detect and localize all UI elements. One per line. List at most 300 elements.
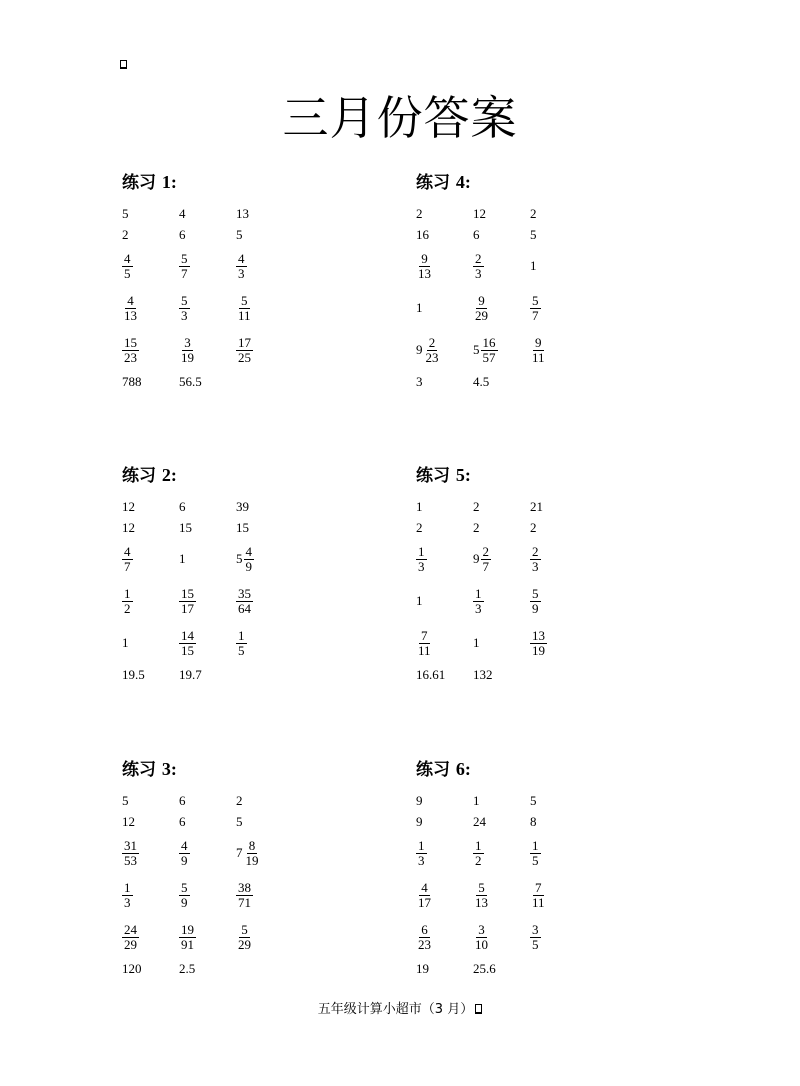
answer-value: 21 xyxy=(530,499,543,514)
answer-cell xyxy=(236,916,253,958)
answer-cell xyxy=(179,517,192,538)
answer-value: 1 xyxy=(179,551,186,566)
answer-value: 56.5 xyxy=(179,374,202,389)
denominator: 3 xyxy=(532,558,539,574)
mixed-whole: 5 xyxy=(236,551,243,566)
fraction xyxy=(416,252,433,281)
answer-value: 1 xyxy=(416,593,423,608)
page-title: 三月份答案 xyxy=(282,91,518,145)
answer-value: 12 xyxy=(122,499,135,514)
fraction xyxy=(530,839,541,868)
answer-cell xyxy=(416,329,441,371)
answer-cell xyxy=(530,790,537,811)
exercise-section-3 xyxy=(122,758,322,979)
numerator: 1 xyxy=(475,585,482,601)
answer-row xyxy=(416,371,616,392)
answer-value: 132 xyxy=(473,667,493,682)
answer-cell xyxy=(416,790,423,811)
exercise-number: 3: xyxy=(161,759,177,779)
answer-row xyxy=(122,538,322,580)
answer-row xyxy=(122,496,322,517)
answer-cell xyxy=(416,958,429,979)
answer-value: 5 xyxy=(530,227,537,242)
footer-text: 五年级计算小超市（3 月） xyxy=(317,1002,474,1017)
denominator: 7 xyxy=(181,265,188,281)
answer-value: 1 xyxy=(473,793,480,808)
answer-cell xyxy=(122,517,135,538)
denominator: 3 xyxy=(475,265,482,281)
denominator: 23 xyxy=(418,936,431,952)
answer-cell xyxy=(236,790,243,811)
denominator: 7 xyxy=(482,558,489,574)
fraction xyxy=(530,545,541,574)
answer-cell xyxy=(122,958,142,979)
numerator: 4 xyxy=(124,543,131,559)
numerator: 1 xyxy=(418,543,425,559)
numerator: 24 xyxy=(124,921,137,937)
answer-row xyxy=(416,329,616,371)
answer-value: 16 xyxy=(416,227,429,242)
denominator: 23 xyxy=(124,349,137,365)
fraction xyxy=(244,545,255,574)
answer-row xyxy=(416,811,616,832)
numerator: 4 xyxy=(127,292,134,308)
answer-value: 2 xyxy=(530,520,537,535)
answer-row xyxy=(416,287,616,329)
answer-cell xyxy=(416,224,429,245)
answer-cell xyxy=(416,245,433,287)
numerator: 2 xyxy=(482,543,489,559)
answer-cell xyxy=(236,245,247,287)
answer-value: 1 xyxy=(416,300,423,315)
answer-cell xyxy=(236,224,243,245)
fraction xyxy=(122,923,139,952)
exercise-title xyxy=(416,464,616,487)
numerator: 6 xyxy=(421,921,428,937)
answer-row xyxy=(416,874,616,916)
exercise-section-6 xyxy=(416,758,616,979)
denominator: 11 xyxy=(238,307,251,323)
answer-cell xyxy=(122,538,133,580)
answer-value: 15 xyxy=(179,520,192,535)
answer-row xyxy=(416,664,616,685)
fraction xyxy=(179,252,190,281)
answer-cell xyxy=(416,517,423,538)
answer-value: 788 xyxy=(122,374,142,389)
fraction xyxy=(236,881,253,910)
corner-mark-icon xyxy=(120,60,127,69)
answer-value: 12 xyxy=(122,520,135,535)
answer-cell xyxy=(236,538,254,580)
fraction xyxy=(473,923,490,952)
exercise-section-5 xyxy=(416,464,616,685)
fraction xyxy=(122,587,133,616)
answer-cell xyxy=(236,811,243,832)
numerator: 2 xyxy=(475,250,482,266)
denominator: 5 xyxy=(238,642,245,658)
mixed-whole: 9 xyxy=(416,342,423,357)
answer-cell xyxy=(473,622,480,664)
answer-cell xyxy=(179,245,190,287)
answer-row xyxy=(416,580,616,622)
answer-row xyxy=(416,517,616,538)
numerator: 4 xyxy=(181,837,188,853)
answer-row xyxy=(122,664,322,685)
numerator: 5 xyxy=(181,292,188,308)
fraction xyxy=(122,336,139,365)
answer-row xyxy=(416,224,616,245)
answer-cell xyxy=(122,580,133,622)
answer-value: 6 xyxy=(179,227,186,242)
answer-cell xyxy=(179,538,186,580)
numerator: 1 xyxy=(532,837,539,853)
fraction xyxy=(530,881,547,910)
answer-row xyxy=(122,916,322,958)
answer-value: 12 xyxy=(473,206,486,221)
exercise-title xyxy=(416,171,616,194)
numerator: 35 xyxy=(238,585,251,601)
denominator: 29 xyxy=(124,936,137,952)
denominator: 13 xyxy=(418,265,431,281)
answer-grid xyxy=(122,203,322,392)
answer-row xyxy=(416,245,616,287)
numerator: 15 xyxy=(124,334,137,350)
denominator: 17 xyxy=(418,894,431,910)
fraction xyxy=(179,839,190,868)
answer-cell xyxy=(416,811,423,832)
answer-cell xyxy=(416,203,423,224)
answer-value: 5 xyxy=(122,793,129,808)
numerator: 2 xyxy=(428,334,436,350)
fraction xyxy=(122,839,139,868)
answer-cell xyxy=(473,496,480,517)
answer-row xyxy=(416,790,616,811)
answer-cell xyxy=(530,916,541,958)
answer-value: 2 xyxy=(416,206,423,221)
answer-cell xyxy=(179,664,202,685)
denominator: 71 xyxy=(238,894,251,910)
answer-row xyxy=(122,517,322,538)
denominator: 3 xyxy=(124,894,131,910)
answer-row xyxy=(122,874,322,916)
mixed-whole: 9 xyxy=(473,551,480,566)
answer-cell xyxy=(473,874,490,916)
numerator: 5 xyxy=(181,879,188,895)
answer-cell xyxy=(122,287,139,329)
exercise-label: 练习 xyxy=(416,173,450,193)
answer-cell xyxy=(179,832,190,874)
exercise-number: 5: xyxy=(455,465,471,485)
denominator: 5 xyxy=(532,936,539,952)
answer-value: 15 xyxy=(236,520,249,535)
page-footer xyxy=(0,1001,800,1019)
numerator: 7 xyxy=(535,879,542,895)
exercise-number: 6: xyxy=(455,759,471,779)
fraction xyxy=(530,629,547,658)
answer-row xyxy=(416,203,616,224)
answer-cell xyxy=(179,811,186,832)
answer-cell xyxy=(530,224,537,245)
answer-row xyxy=(122,371,322,392)
denominator: 2 xyxy=(124,600,131,616)
fraction xyxy=(416,545,427,574)
denominator: 29 xyxy=(475,307,488,323)
fraction xyxy=(481,336,498,365)
answer-cell xyxy=(473,790,480,811)
answer-cell xyxy=(122,874,133,916)
answer-value: 24 xyxy=(473,814,486,829)
answer-cell xyxy=(473,832,484,874)
answer-value: 4 xyxy=(179,206,186,221)
numerator: 5 xyxy=(241,921,248,937)
answer-cell xyxy=(416,496,423,517)
answer-cell xyxy=(530,329,547,371)
answer-value: 2.5 xyxy=(179,961,196,976)
exercise-label: 练习 xyxy=(122,760,156,780)
answer-cell xyxy=(236,329,253,371)
answer-cell xyxy=(179,958,195,979)
fraction xyxy=(473,294,490,323)
numerator: 3 xyxy=(184,334,191,350)
answer-cell xyxy=(530,811,537,832)
answer-cell xyxy=(179,203,186,224)
fraction xyxy=(473,881,490,910)
numerator: 9 xyxy=(535,334,542,350)
exercise-section-1 xyxy=(122,171,322,392)
answer-cell xyxy=(473,517,480,538)
denominator: 5 xyxy=(532,852,539,868)
fraction xyxy=(179,629,196,658)
fraction xyxy=(236,294,253,323)
denominator: 7 xyxy=(532,307,539,323)
numerator: 9 xyxy=(478,292,485,308)
answer-cell xyxy=(416,916,433,958)
numerator: 1 xyxy=(124,585,131,601)
answer-cell xyxy=(530,580,541,622)
numerator: 4 xyxy=(421,879,428,895)
answer-cell xyxy=(179,287,190,329)
numerator: 5 xyxy=(532,585,539,601)
answer-value: 3 xyxy=(416,374,423,389)
fraction xyxy=(236,629,247,658)
answer-row xyxy=(416,916,616,958)
answer-cell xyxy=(416,664,445,685)
answer-value: 5 xyxy=(122,206,129,221)
denominator: 3 xyxy=(238,265,245,281)
answer-value: 1 xyxy=(473,635,480,650)
fraction xyxy=(473,587,484,616)
fraction xyxy=(481,545,492,574)
denominator: 3 xyxy=(418,852,425,868)
numerator: 5 xyxy=(478,879,485,895)
answer-cell xyxy=(122,224,129,245)
fraction xyxy=(416,881,433,910)
answer-row xyxy=(122,245,322,287)
answer-value: 8 xyxy=(530,814,537,829)
answer-cell xyxy=(122,245,133,287)
fraction xyxy=(122,252,133,281)
exercise-section-4 xyxy=(416,171,616,392)
denominator: 10 xyxy=(475,936,488,952)
answer-row xyxy=(416,832,616,874)
fraction xyxy=(416,629,433,658)
denominator: 2 xyxy=(475,852,482,868)
answer-cell xyxy=(416,622,433,664)
answer-value: 2 xyxy=(122,227,129,242)
answer-cell xyxy=(530,832,541,874)
numerator: 5 xyxy=(181,250,188,266)
denominator: 9 xyxy=(245,558,252,574)
numerator: 19 xyxy=(181,921,194,937)
answer-cell xyxy=(236,874,253,916)
fraction xyxy=(473,839,484,868)
answer-cell xyxy=(122,203,129,224)
numerator: 38 xyxy=(238,879,251,895)
answer-cell xyxy=(179,329,196,371)
answer-value: 19.5 xyxy=(122,667,145,682)
answer-cell xyxy=(473,287,490,329)
answer-cell xyxy=(179,224,186,245)
numerator: 1 xyxy=(475,837,482,853)
numerator: 1 xyxy=(124,879,131,895)
answer-cell xyxy=(236,622,247,664)
fraction xyxy=(179,881,190,910)
answer-cell xyxy=(179,580,196,622)
numerator: 17 xyxy=(238,334,251,350)
numerator: 1 xyxy=(418,837,425,853)
answer-row xyxy=(122,224,322,245)
denominator: 19 xyxy=(532,642,545,658)
answer-cell xyxy=(473,958,496,979)
denominator: 25 xyxy=(238,349,251,365)
answer-cell xyxy=(473,245,484,287)
denominator: 9 xyxy=(181,852,188,868)
answer-value: 6 xyxy=(179,499,186,514)
numerator: 3 xyxy=(478,921,485,937)
answer-row xyxy=(122,790,322,811)
answer-value: 2 xyxy=(236,793,243,808)
answer-cell xyxy=(530,203,537,224)
fraction xyxy=(179,587,196,616)
answer-cell xyxy=(416,287,423,329)
answer-cell xyxy=(473,664,493,685)
answer-cell xyxy=(179,496,186,517)
answer-grid xyxy=(122,496,322,685)
answer-cell xyxy=(122,496,135,517)
answer-row xyxy=(416,538,616,580)
answer-value: 2 xyxy=(473,520,480,535)
numerator: 15 xyxy=(181,585,194,601)
answer-value: 4.5 xyxy=(473,374,490,389)
numerator: 1 xyxy=(238,627,245,643)
answer-value: 1 xyxy=(530,258,537,273)
fraction xyxy=(473,252,484,281)
answer-cell xyxy=(236,580,253,622)
answer-value: 13 xyxy=(236,206,249,221)
answer-value: 1 xyxy=(416,499,423,514)
answer-row xyxy=(122,958,322,979)
answer-value: 5 xyxy=(530,793,537,808)
fraction xyxy=(236,336,253,365)
answer-value: 2 xyxy=(416,520,423,535)
exercise-label: 练习 xyxy=(416,466,450,486)
answer-cell xyxy=(179,371,202,392)
denominator: 53 xyxy=(124,852,137,868)
answer-cell xyxy=(530,517,537,538)
answer-value: 2 xyxy=(473,499,480,514)
answer-cell xyxy=(236,832,261,874)
fraction xyxy=(416,839,427,868)
denominator: 64 xyxy=(238,600,251,616)
answer-row xyxy=(416,496,616,517)
numerator: 31 xyxy=(124,837,137,853)
answer-cell xyxy=(122,811,135,832)
exercise-label: 练习 xyxy=(122,466,156,486)
answer-cell xyxy=(179,874,190,916)
answer-grid xyxy=(416,790,616,979)
answer-cell xyxy=(236,517,249,538)
denominator: 5 xyxy=(124,265,131,281)
fraction xyxy=(244,839,261,868)
denominator: 19 xyxy=(181,349,194,365)
answer-cell xyxy=(473,224,480,245)
denominator: 19 xyxy=(245,852,259,868)
denominator: 3 xyxy=(418,558,425,574)
answer-row xyxy=(122,622,322,664)
answer-grid xyxy=(122,790,322,979)
answer-value: 6 xyxy=(179,793,186,808)
answer-cell xyxy=(530,496,543,517)
answer-grid xyxy=(416,203,616,392)
exercise-number: 2: xyxy=(161,465,177,485)
answer-cell xyxy=(416,580,423,622)
answer-value: 5 xyxy=(236,814,243,829)
exercise-label: 练习 xyxy=(122,173,156,193)
answer-row xyxy=(122,203,322,224)
fraction xyxy=(122,545,133,574)
numerator: 16 xyxy=(482,334,496,350)
answer-cell xyxy=(122,622,129,664)
denominator: 17 xyxy=(181,600,194,616)
denominator: 13 xyxy=(124,307,137,323)
fraction xyxy=(122,881,133,910)
answer-cell xyxy=(179,790,186,811)
answer-cell xyxy=(473,811,486,832)
denominator: 3 xyxy=(181,307,188,323)
fraction xyxy=(236,587,253,616)
answer-cell xyxy=(473,371,489,392)
answer-cell xyxy=(530,538,541,580)
answer-cell xyxy=(122,832,139,874)
answer-value: 9 xyxy=(416,814,423,829)
numerator: 5 xyxy=(532,292,539,308)
fraction xyxy=(530,336,547,365)
answer-cell xyxy=(530,622,547,664)
answer-cell xyxy=(179,916,196,958)
exercise-number: 1: xyxy=(161,172,177,192)
fraction xyxy=(424,336,441,365)
answer-value: 19 xyxy=(416,961,429,976)
answer-cell xyxy=(416,874,433,916)
denominator: 91 xyxy=(181,936,194,952)
numerator: 8 xyxy=(248,837,256,853)
answer-cell xyxy=(122,790,129,811)
answer-value: 25.6 xyxy=(473,961,496,976)
fraction xyxy=(530,294,541,323)
answer-cell xyxy=(416,538,427,580)
footer-mark-icon xyxy=(475,1004,482,1014)
answer-row xyxy=(122,580,322,622)
